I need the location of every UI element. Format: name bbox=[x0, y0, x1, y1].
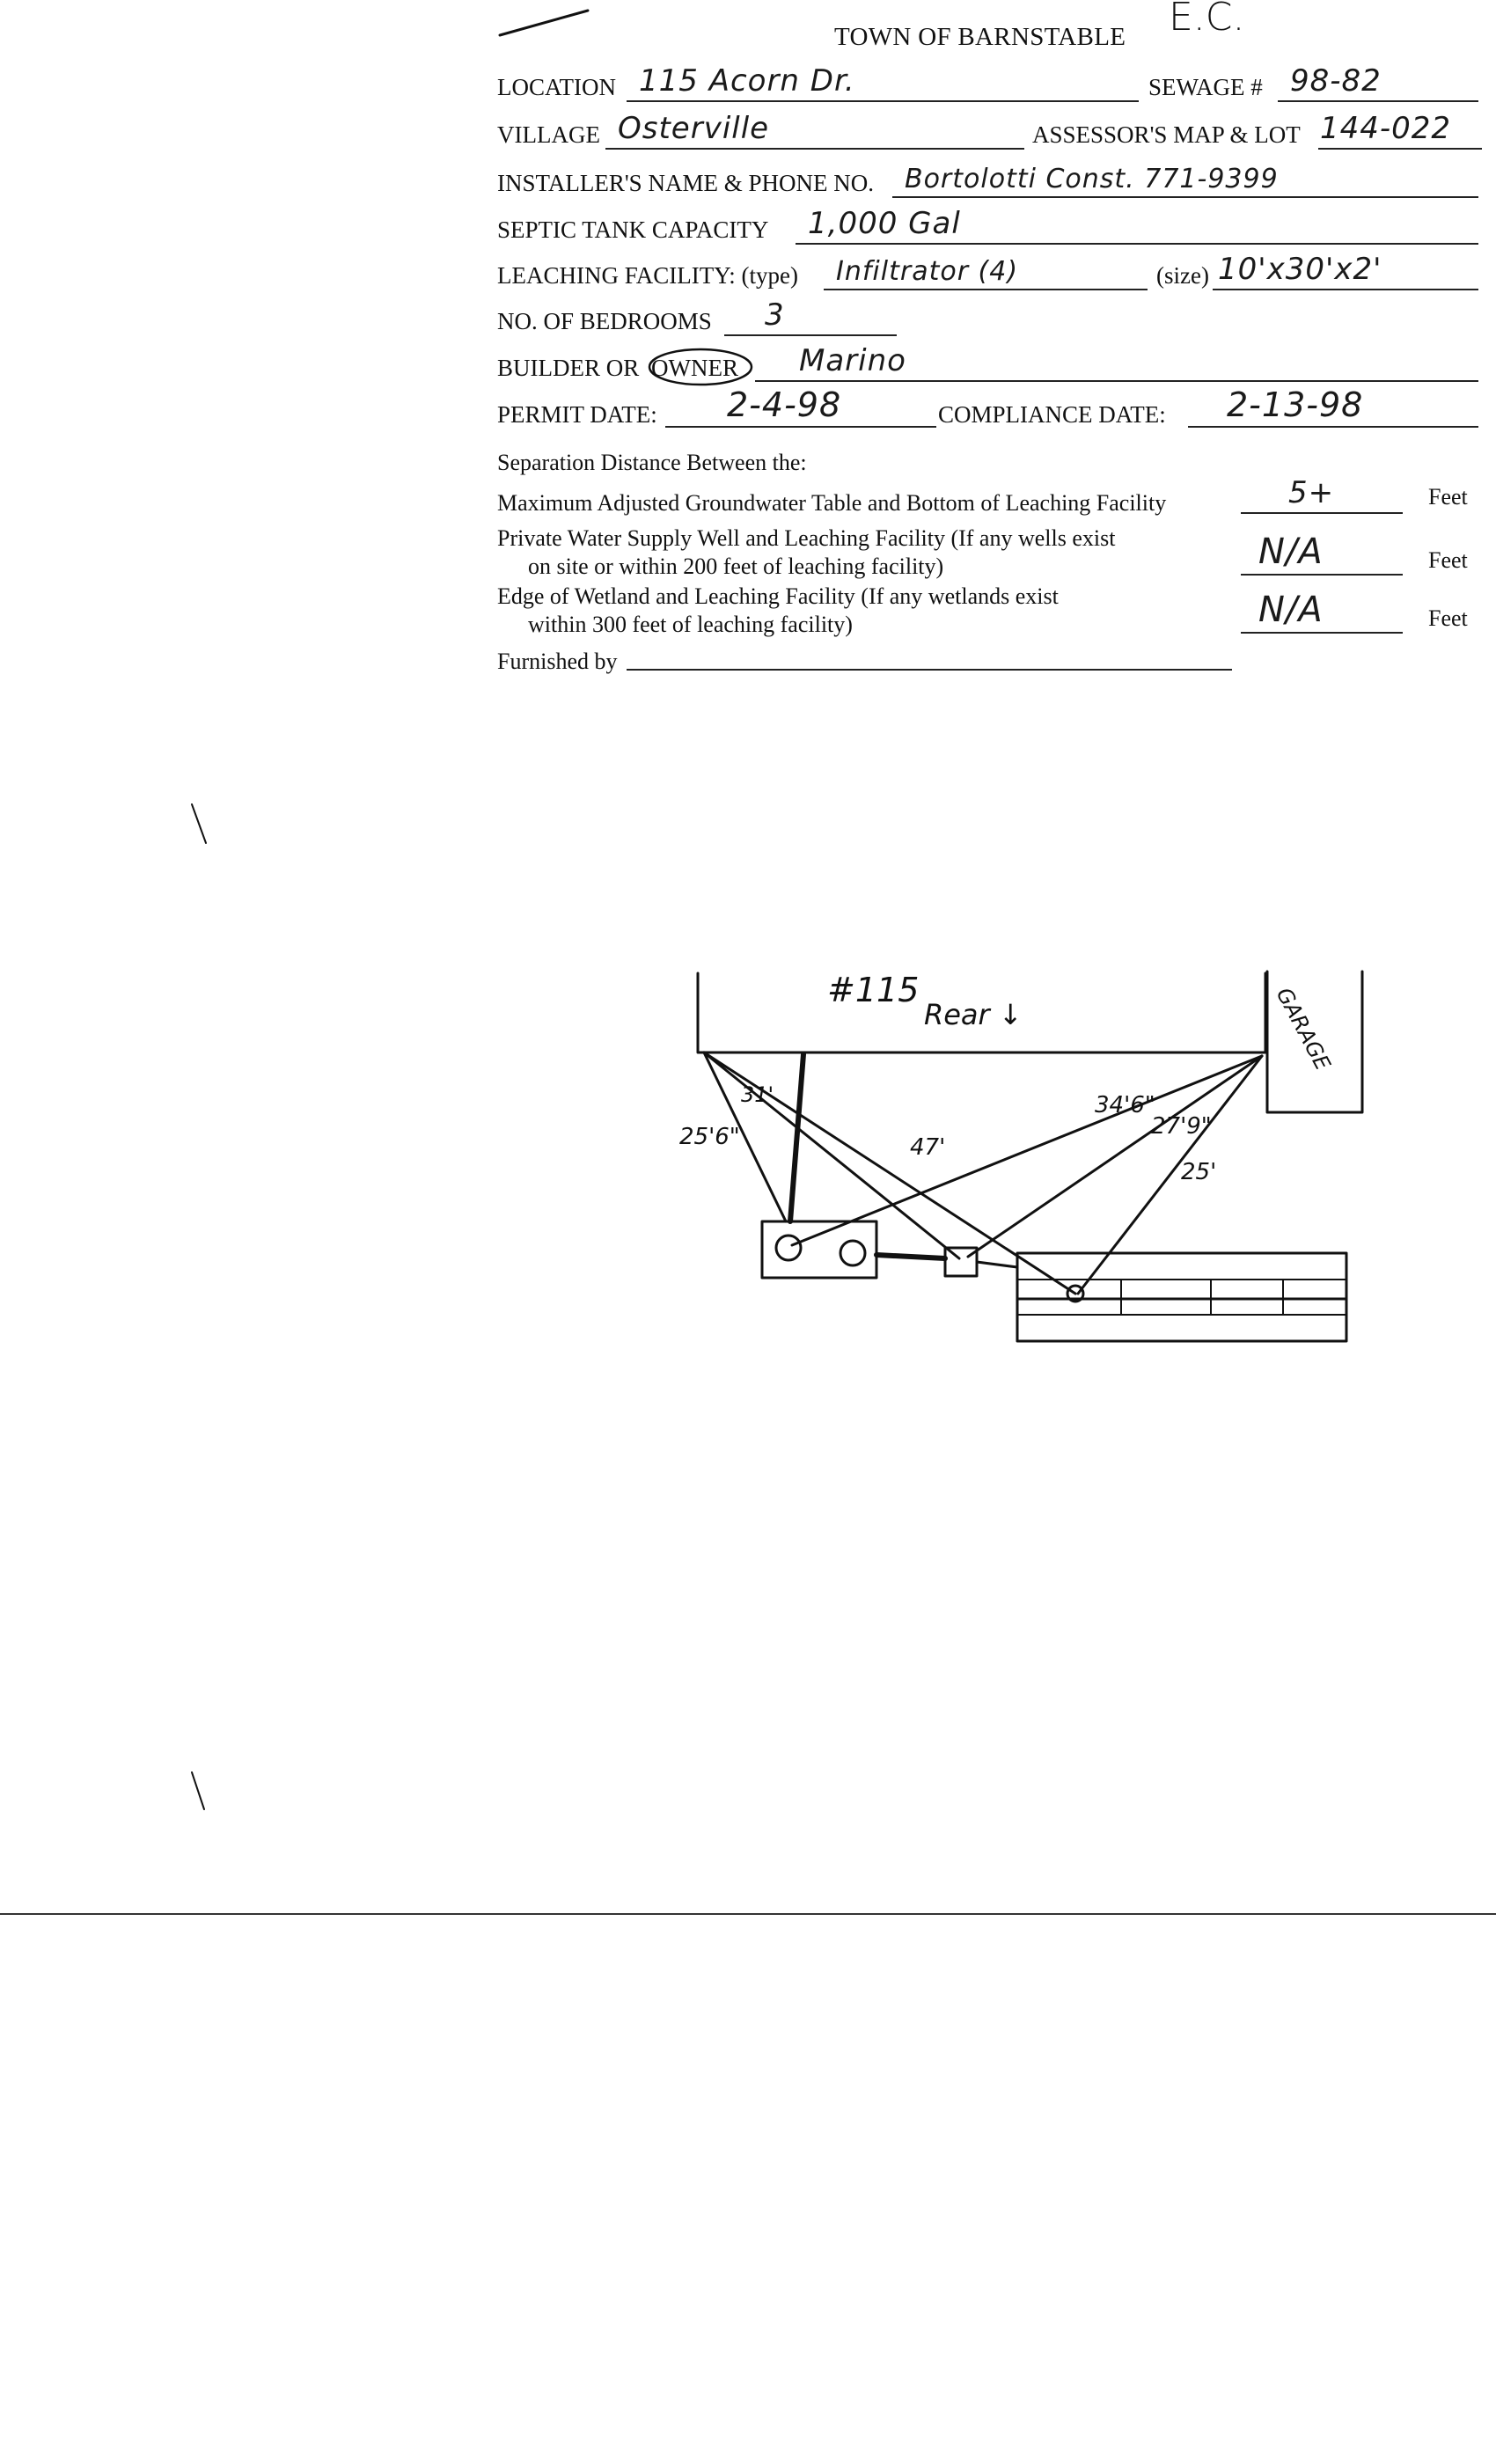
compliance-field bbox=[1188, 385, 1478, 428]
separation-row-3-line2: within 300 feet of leaching facility) bbox=[528, 612, 853, 637]
measurement-2: 31' bbox=[741, 1082, 774, 1107]
measurement-6: 25' bbox=[1181, 1159, 1217, 1185]
location-value: 115 Acorn Dr. bbox=[639, 63, 855, 99]
separation-heading: Separation Distance Between the: bbox=[497, 450, 807, 475]
village-field bbox=[605, 111, 1024, 150]
corner-initials: E.C. bbox=[1169, 0, 1245, 40]
builder-label-owner: OWNER bbox=[651, 355, 738, 381]
furnished-label: Furnished by bbox=[497, 649, 618, 674]
measurement-4: 34'6" bbox=[1095, 1092, 1155, 1118]
bedrooms-field bbox=[724, 297, 897, 336]
leaching-type-field bbox=[824, 255, 1148, 290]
village-label: VILLAGE bbox=[497, 121, 600, 148]
rear-label: Rear ↓ bbox=[924, 998, 1023, 1031]
permit-label: PERMIT DATE: bbox=[497, 401, 657, 428]
builder-label-prefix: BUILDER OR bbox=[497, 355, 640, 381]
installer-value: Bortolotti Const. 771-9399 bbox=[905, 164, 1279, 194]
leaching-label: LEACHING FACILITY: (type) bbox=[497, 262, 798, 289]
separation-row-2-field bbox=[1241, 532, 1403, 576]
page-bottom-rule bbox=[0, 1913, 1496, 1915]
installer-label: INSTALLER'S NAME & PHONE NO. bbox=[497, 170, 874, 196]
bedrooms-value: 3 bbox=[765, 297, 785, 333]
leaching-size-field bbox=[1213, 252, 1478, 290]
separation-row-1-field bbox=[1241, 475, 1403, 514]
installer-field bbox=[892, 163, 1478, 198]
measurement-1: 25'6" bbox=[679, 1124, 740, 1150]
tank-value: 1,000 Gal bbox=[808, 206, 961, 241]
leaching-type-value: Infiltrator (4) bbox=[836, 256, 1019, 287]
builder-field bbox=[755, 343, 1478, 382]
separation-row-3-line1: Edge of Wetland and Leaching Facility (If any wetlands exist bbox=[497, 583, 1059, 609]
sewage-label: SEWAGE # bbox=[1148, 74, 1263, 100]
leaching-size-value: 10'x30'x2' bbox=[1218, 252, 1382, 287]
separation-row-2-unit: Feet bbox=[1428, 547, 1468, 573]
compliance-value: 2-13-98 bbox=[1227, 385, 1364, 424]
tank-label: SEPTIC TANK CAPACITY bbox=[497, 216, 769, 243]
separation-row-2-line1: Private Water Supply Well and Leaching Facility (If any wells exist bbox=[497, 525, 1116, 551]
separation-row-1-line1: Maximum Adjusted Groundwater Table and Bottom of Leaching Facility bbox=[497, 490, 1167, 516]
measurement-3: 47' bbox=[910, 1134, 946, 1161]
builder-value: Marino bbox=[799, 343, 906, 378]
separation-row-2-line2: on site or within 200 feet of leaching facility) bbox=[528, 554, 944, 579]
separation-row-2-value: N/A bbox=[1258, 532, 1324, 572]
location-label: LOCATION bbox=[497, 74, 616, 100]
separation-row-1-value: 5+ bbox=[1288, 475, 1335, 510]
measurement-5: 27'9" bbox=[1151, 1113, 1212, 1140]
sewage-field bbox=[1278, 63, 1478, 102]
assessor-label: ASSESSOR'S MAP & LOT bbox=[1032, 121, 1301, 148]
location-field bbox=[627, 63, 1139, 102]
form-title: TOWN OF BARNSTABLE bbox=[834, 23, 1126, 51]
furnished-field bbox=[627, 635, 1232, 671]
tank-field bbox=[796, 206, 1478, 245]
house-number-label: #115 bbox=[827, 971, 920, 1009]
garage-label: GARAGE bbox=[1271, 983, 1336, 1074]
assessor-value: 144-022 bbox=[1320, 111, 1452, 146]
separation-row-1-unit: Feet bbox=[1428, 484, 1468, 510]
compliance-label: COMPLIANCE DATE: bbox=[938, 401, 1166, 428]
permit-field bbox=[665, 385, 936, 428]
bedrooms-label: NO. OF BEDROOMS bbox=[497, 308, 712, 334]
sewage-value: 98-82 bbox=[1290, 63, 1382, 99]
village-value: Osterville bbox=[618, 111, 770, 146]
separation-row-3-unit: Feet bbox=[1428, 605, 1468, 631]
leaching-size-label: (size) bbox=[1156, 262, 1209, 289]
separation-row-3-value: N/A bbox=[1258, 590, 1324, 630]
assessor-field bbox=[1318, 111, 1482, 150]
separation-row-3-field bbox=[1241, 590, 1403, 634]
permit-value: 2-4-98 bbox=[727, 385, 842, 424]
